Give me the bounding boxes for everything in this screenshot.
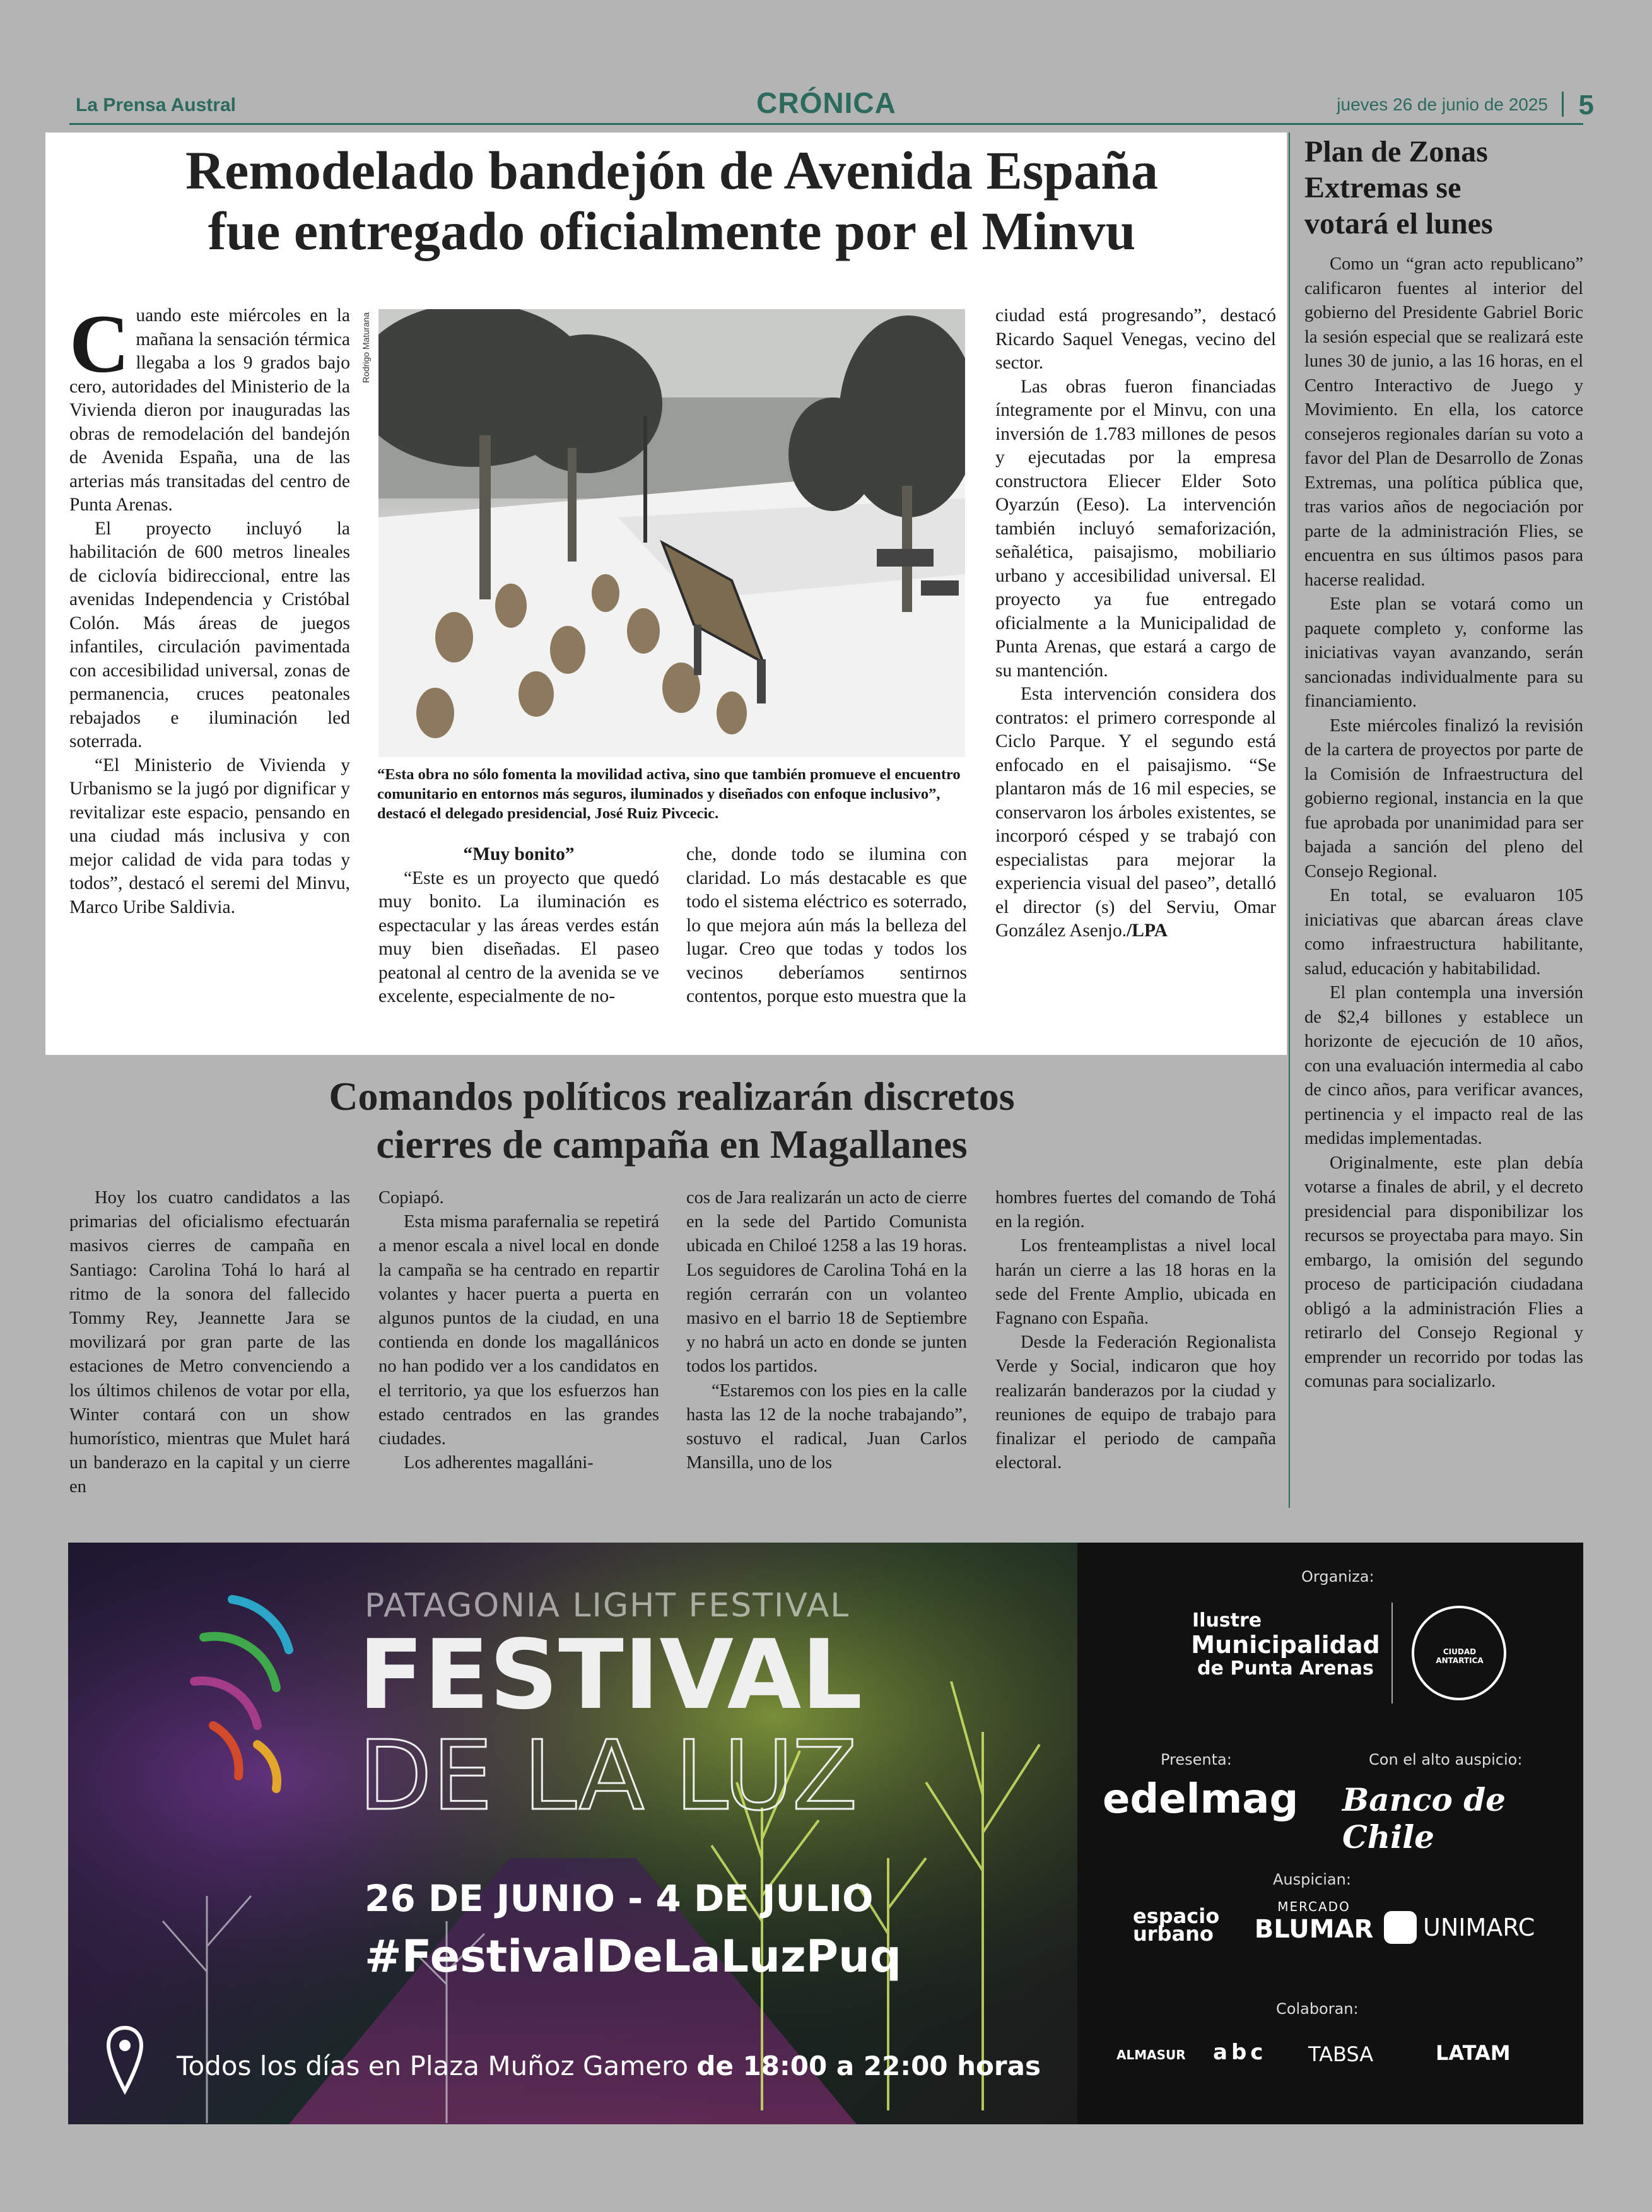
article-campaign-col2	[378, 1186, 659, 1475]
auspician-label: Auspician:	[1273, 1871, 1351, 1888]
abc-logo: abc	[1213, 2040, 1267, 2065]
mercado-label: MERCADO	[1277, 1899, 1350, 1914]
location-pin-icon	[106, 2025, 144, 2095]
paragraph: Este miércoles finalizó la revisión de la cartera de proyectos por parte de la Comisión de Infraestructura del gobierno regional, instancia en la que fue aprobada por unanimidad para ser bajada a sanción del pleno del Consejo Regional.	[1304, 715, 1583, 881]
article-main-title-line1: Remodelado bandejón de Avenida España	[185, 140, 1158, 201]
muni-line2: Municipalidad	[1191, 1631, 1380, 1659]
paragraph: Como un “gran acto republicano” calificaron fuentes al interior del gobierno del Presidente Gabriel Boric la sesión especial que se realizará este lunes 30 de junio, a las 16 horas, en el Centro Interactivo de Juego y Movimiento. En ella, los catorce consejeros regionales darían su voto a favor del Plan de Desarrollo de Zonas Extremas, una política pública que, tras varios años de negociación por parte de la administración Flies, se encuentra en sus últimos pasos para hacerse realidad.	[1304, 254, 1583, 590]
article-main-col4	[995, 304, 1276, 943]
paragraph: che, donde todo se ilumina con claridad. Lo más destacable es que todo el sistema eléctrico es soterrado, lo que mejora aún más la belleza del lugar. Creo que todas y todos los vecinos deberíamos sentirnos contentos, porque esto muestra que la	[686, 844, 967, 1006]
paragraph: Las obras fueron financiadas íntegramente por el Minvu, con una inversión de 1.783 millones de pesos y ejecutadas por la empresa constructora Eliecer Elder Soto Oyarzún (Eeso). La intervención también incluyó semaforización, señalética, paisajismo, mobiliario urbano y accesibilidad universal. El proyecto ya fue entregado oficialmente a la Municipalidad de Punta Arenas, que estará a cargo de su mantención.	[995, 376, 1276, 681]
latam-logo: LATAM	[1436, 2041, 1511, 2065]
sidebar-article-body	[1304, 252, 1583, 1394]
paragraph: El plan contempla una inversión de $2,4 billones y establece un horizonte de ejecución de 10 años, con una evaluación intermedia al cabo de cinco años, para verificar avances, pertinencia y el impacto real de las medidas implementadas.	[1304, 983, 1583, 1148]
dropcap: C	[69, 297, 130, 390]
newspaper-name: La Prensa Austral	[76, 95, 236, 115]
masthead-divider	[1562, 91, 1564, 117]
snowy-park-illustration	[378, 309, 965, 757]
colaboran-label: Colaboran:	[1276, 2000, 1359, 2018]
edelmag-logo: edelmag	[1103, 1776, 1299, 1823]
sponsor-divider	[1391, 1603, 1393, 1703]
signature: /LPA	[1127, 921, 1168, 941]
festival-schedule	[177, 2050, 1041, 2081]
paragraph: El proyecto incluyó la habilitación de 600 metros lineales de ciclovía bidireccional, entre las avenidas Independencia y Cristóbal Colón. Más áreas de juegos infantiles, circulación pavimentada con accesibilidad universal, zonas de permanencia, cruces peatonales rebajados e iluminación led soterrada.	[69, 518, 350, 751]
article-main-title	[63, 140, 1280, 261]
issue-date: jueves 26 de junio de 2025	[1337, 95, 1548, 114]
photo-credit: Rodrigo Maturana	[361, 312, 371, 384]
article-campaign-title	[69, 1073, 1274, 1168]
paragraph: En total, se evaluaron 105 iniciativas que abarcan áreas clave como infraestructura habilitante, salud, educación y habitabilidad.	[1304, 886, 1583, 979]
subhead: “Muy bonito”	[463, 844, 575, 864]
paragraph: Los frenteamplistas a nivel local harán un cierre a las 18 horas en la sede del Frente Amplio, ubicada en Fagnano con España.	[995, 1236, 1276, 1329]
column-divider	[1289, 132, 1290, 1508]
article-main-col1	[69, 297, 350, 919]
paragraph: “El Ministerio de Vivienda y Urbanismo se la jugó por dignificar y revitalizar este espacio, pensando en una ciudad más inclusiva y con mejor calidad de vida para todas y todos”, destacó el seremi del Minvu, Marco Uribe Saldivia.	[69, 755, 350, 917]
article-main-col3	[686, 843, 967, 1009]
blumar-logo: BLUMAR	[1254, 1915, 1374, 1944]
sidebar-title-line1: Plan de Zonas	[1304, 135, 1488, 168]
paragraph: Hoy los cuatro candidatos a las primarias del oficialismo efectuarán masivos cierres de campaña en Santiago: Carolina Tohá lo hará al ritmo de la sonora del fallecido Tommy Rey, Jeannette Jara se movilizará por gran parte de las estaciones de Metro convenciendo a los últimos chilenos de votar por ella, Winter contará con un show humorístico, mientras que Mulet hará un banderazo en la capital y un cierre en	[69, 1188, 350, 1497]
article-campaign-col1	[69, 1186, 350, 1500]
page-number: 5	[1578, 90, 1594, 121]
article-campaign-title-line1: Comandos políticos realizarán discretos	[329, 1074, 1015, 1119]
paragraph: Este plan se votará como un paquete completo y, conforme las iniciativas vayan avanzando, serán sancionadas individualmente para su financiamiento.	[1304, 594, 1583, 711]
article-campaign-col4	[995, 1186, 1276, 1475]
paragraph: Esta misma parafernalia se repetirá a menor escala a nivel local en donde la campaña se ha centrado en repartir volantes y hacer puerta a puerta en algunos puntos de la ciudad, en una contienda en donde los magallánicos no han podido ver a los candidatos en el territorio, ya que los esfuerzos han estado centrados en las grandes ciudades.	[378, 1212, 659, 1449]
muni-line3: de Punta Arenas	[1197, 1657, 1374, 1680]
organiza-label: Organiza:	[1301, 1568, 1374, 1585]
section-title: CRÓNICA	[756, 86, 896, 119]
schedule-location: Todos los días en Plaza Muñoz Gamero	[177, 2050, 689, 2081]
sidebar-title-line2: Extremas se	[1304, 171, 1462, 204]
municipality-seal-icon	[1412, 1606, 1506, 1700]
paragraph: “Este es un proyecto que quedó muy bonito. La iluminación es espectacular y las áreas verdes están muy bien diseñadas. El paseo peatonal al centro de la avenida se ve excelente, especialmente de no-	[378, 868, 659, 1006]
tabsa-logo: TABSA	[1308, 2042, 1374, 2066]
paragraph: “Estaremos con los pies en la calle hasta las 12 de la noche trabajando”, sostuvo el radical, Juan Carlos Mansilla, uno de los	[686, 1380, 967, 1473]
almasur-logo: ALMASUR	[1116, 2047, 1186, 2062]
presenta-label: Presenta:	[1161, 1751, 1232, 1768]
paragraph: ciudad está progresando”, destacó Ricardo Saquel Venegas, vecino del sector.	[995, 305, 1276, 373]
article-campaign-col3	[686, 1186, 967, 1475]
article-campaign-title-line2: cierres de campaña en Magallanes	[376, 1122, 968, 1167]
photo-caption: “Esta obra no sólo fomenta la movilidad activa, sino que también promueve el encuentro comunitario en entornos más seguros, iluminados y diseñados con enfoque inclusivo”, destacó el delegado presidencial, José Ruiz Pivcecic.	[377, 766, 961, 822]
festival-dates: 26 DE JUNIO - 4 DE JULIO	[365, 1877, 874, 1920]
avenue-photo	[378, 309, 965, 757]
festival-title-line2: DE LA LUZ	[358, 1720, 858, 1832]
sidebar-title-line3: votará el lunes	[1304, 207, 1493, 240]
unimarc-logo: UNIMARC	[1423, 1914, 1535, 1941]
muni-line1: Ilustre	[1192, 1609, 1262, 1632]
festival-name: PATAGONIA LIGHT FESTIVAL	[365, 1587, 850, 1625]
auspicio-label: Con el alto auspicio:	[1369, 1751, 1523, 1768]
paragraph: Desde la Federación Regionalista Verde y Social, indicaron que hoy realizarán banderazos por la ciudad y reuniones de equipo de trabajo para finalizar el periodo de campaña electoral.	[995, 1332, 1276, 1473]
municipality-name	[1178, 1609, 1393, 1681]
paragraph: cos de Jara realizarán un acto de cierre en la sede del Partido Comunista ubicada en Chiloé 1258 a las 19 horas. Los seguidores de Carolina Tohá en la región cerrarán con un volanteo masivo en el barrio 18 de Septiembre y no habrá un acto en donde se junten todos los partidos.	[686, 1188, 967, 1377]
paragraph: hombres fuertes del comando de Tohá en la región.	[995, 1188, 1276, 1232]
banco-de-chile-logo: Banco de Chile	[1342, 1781, 1506, 1856]
espacio-urbano-logo: espacio urbano	[1133, 1904, 1220, 1946]
seal-text: CIUDAD ANTARTICA	[1436, 1647, 1484, 1665]
paragraph: uando este miércoles en la mañana la sensación térmica llegaba a los 9 grados bajo cero, autoridades del Ministerio de la Vivienda dieron por inauguradas las obras de remodelación del bandejón de Avenida España, una de las arterias más transitadas del centro de Punta Arenas.	[69, 305, 350, 515]
sidebar-article-title	[1304, 134, 1569, 242]
festival-advertisement[interactable]	[68, 1543, 1583, 2124]
paragraph: Originalmente, este plan debía votarse a finales de abril, y el decreto presidencial para disponibilizar los recursos se proyectaba para mayo. Sin embargo, la omisión del segundo proceso de participación ciudadana obligó a la administración Flies a retirarlo del Consejo Regional y emprender un recorrido por todas las comunas para socializarlo.	[1304, 1153, 1583, 1391]
unimarc-icon	[1384, 1911, 1417, 1944]
masthead-rule	[69, 123, 1583, 125]
article-main-col2	[378, 843, 659, 1009]
paragraph: Los adherentes magalláni-	[404, 1453, 594, 1473]
schedule-hours: de 18:00 a 22:00 horas	[696, 2050, 1041, 2081]
paragraph: Copiapó.	[378, 1188, 444, 1208]
festival-title-line1: FESTIVAL	[358, 1619, 863, 1731]
festival-hashtag[interactable]: #FestivalDeLaLuzPuq	[365, 1931, 901, 1982]
paragraph: Esta intervención considera dos contratos: el primero corresponde al Ciclo Parque. Y el segundo está enfocado en el paisajismo. “Se plantaron más de 16 mil especies, se conservaron los árboles existentes, se incorporó césped y se trabajó con especialistas para mejorar la experiencia visual del paseo”, detalló el director (s) del Serviu, Omar González Asenjo.	[995, 684, 1276, 941]
article-main-title-line2: fue entregado oficialmente por el Minvu	[208, 201, 1136, 261]
